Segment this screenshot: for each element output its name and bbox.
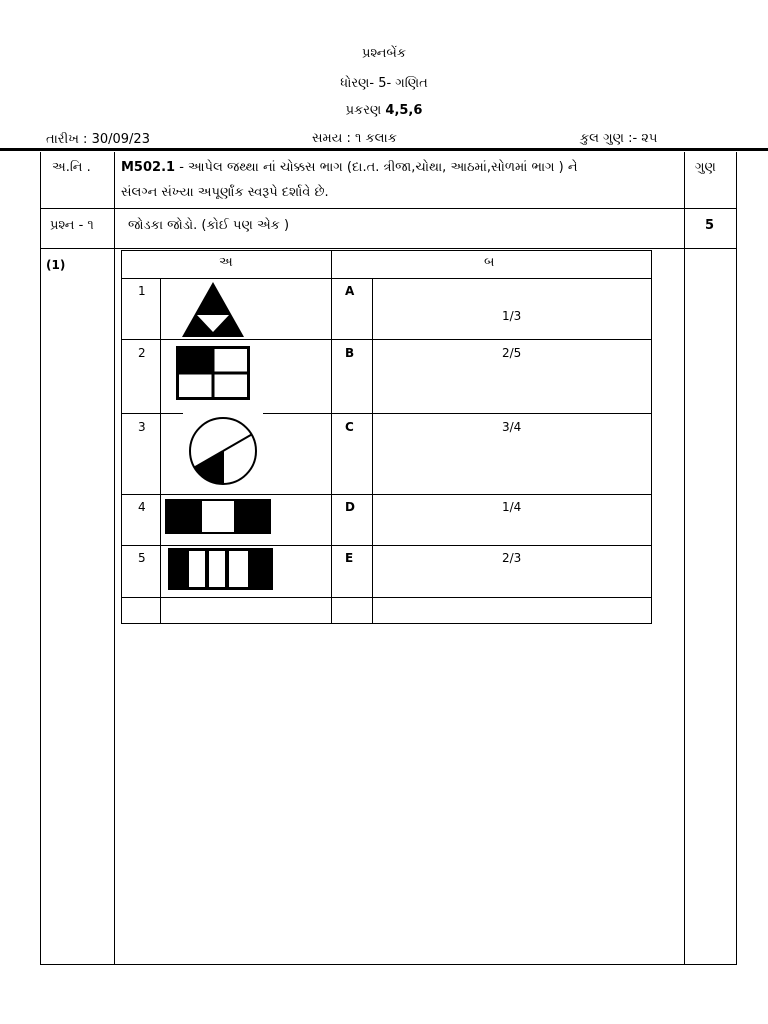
outer-col-divider-2 bbox=[684, 152, 685, 965]
option-fraction: 1/3 bbox=[502, 309, 522, 323]
match-row-line bbox=[121, 494, 652, 495]
match-row-line bbox=[121, 545, 652, 546]
square-quarters-figure bbox=[176, 346, 250, 400]
row-number: 1 bbox=[138, 284, 146, 298]
bar-fifths-figure bbox=[168, 548, 273, 590]
triangle-thirds-figure bbox=[180, 280, 246, 340]
outer-right-border bbox=[736, 152, 737, 965]
worksheet-title: પ્રશ્નબેંક bbox=[361, 46, 407, 61]
match-letter-divider bbox=[372, 278, 373, 624]
col-header-marks: ગુણ bbox=[695, 160, 716, 175]
outer-row-line-2 bbox=[40, 248, 737, 249]
time-field: સમય : ૧ કલાક bbox=[312, 131, 397, 146]
chapter-numbers: 4,5,6 bbox=[385, 103, 423, 118]
match-bottom-border bbox=[121, 623, 652, 624]
row-number: 2 bbox=[138, 346, 146, 360]
match-middle-divider bbox=[331, 250, 332, 624]
total-marks-field: કુલ ગુણ :- ૨૫ bbox=[580, 131, 658, 146]
row-number: 3 bbox=[138, 420, 146, 434]
option-letter: C bbox=[345, 420, 354, 434]
circle-thirds-figure bbox=[186, 416, 260, 486]
option-fraction: 1/4 bbox=[502, 500, 522, 514]
column-b-header: બ bbox=[484, 255, 495, 270]
standard-subject: ધોરણ- 5- ગણિત bbox=[340, 76, 428, 91]
match-num-divider bbox=[160, 278, 161, 624]
option-fraction: 2/3 bbox=[502, 551, 522, 565]
column-a-header: અ bbox=[219, 255, 233, 270]
chapter-line bbox=[0, 103, 768, 118]
option-fraction: 3/4 bbox=[502, 420, 522, 434]
option-fraction: 2/5 bbox=[502, 346, 522, 360]
match-row-line bbox=[121, 413, 183, 414]
outer-left-border bbox=[40, 152, 41, 965]
outcome-text-2: સંલગ્ન સંખ્યા અપૂર્ણાંક સ્વરૂપે દર્શાવે છે. bbox=[121, 185, 329, 200]
header-rule bbox=[0, 148, 768, 151]
outcome-text-1: - આપેલ જથ્થા નાં ચોક્કસ ભાગ (દા.ત. ત્રીજા,ચોથા, આઠમાં,સોળમાં ભાગ ) ને bbox=[179, 160, 578, 175]
question-text: જોડકા જોડો. (કોઈ પણ એક ) bbox=[128, 218, 290, 233]
chapter-label: પ્રકરણ bbox=[345, 103, 382, 118]
outcome-code: M502.1 bbox=[121, 160, 176, 175]
outer-col-divider-1 bbox=[114, 152, 115, 965]
option-letter: A bbox=[345, 284, 355, 298]
option-letter: E bbox=[345, 551, 354, 565]
learning-outcome-line-1 bbox=[121, 160, 681, 175]
match-row-line bbox=[263, 413, 652, 414]
option-letter: D bbox=[345, 500, 355, 514]
date-field: તારીખ : 30/09/23 bbox=[46, 132, 150, 147]
outer-row-line-1 bbox=[40, 208, 737, 209]
match-left-border bbox=[121, 250, 122, 624]
match-row-line bbox=[121, 597, 652, 598]
sub-question-label: (1) bbox=[46, 258, 66, 272]
row-number: 5 bbox=[138, 551, 146, 565]
outer-bottom-border bbox=[40, 964, 737, 965]
match-row-line bbox=[121, 278, 652, 279]
row-number: 4 bbox=[138, 500, 146, 514]
col-header-no: અ.નિ . bbox=[52, 160, 91, 175]
question-marks: 5 bbox=[705, 218, 715, 233]
match-right-border bbox=[651, 250, 652, 624]
match-top-border bbox=[121, 250, 652, 251]
option-letter: B bbox=[345, 346, 355, 360]
bar-thirds-figure bbox=[165, 499, 271, 534]
question-label: પ્રશ્ન - ૧ bbox=[50, 218, 94, 233]
